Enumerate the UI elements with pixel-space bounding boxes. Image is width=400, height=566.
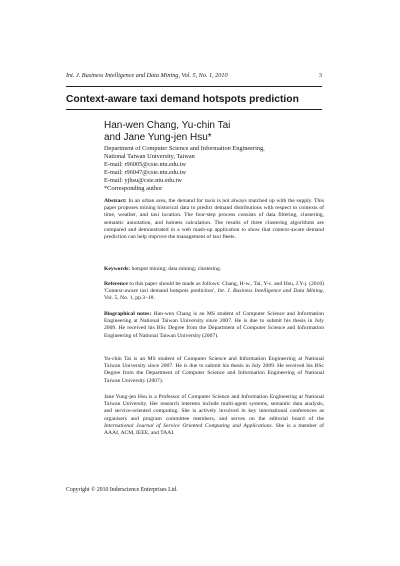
department-line-2: National Taiwan University, Taiwan: [104, 152, 195, 160]
department-line-1: Department of Computer Science and Information Engineering,: [104, 145, 265, 152]
author-line-1: Han-wen Chang, Yu-chin Tai: [104, 120, 231, 131]
biography-yu-chin-tai: Yu-chin Tai is an MS student of Computer Science and Information Engineering at National Taiwan University since 2007. He is due to submit his thesis in July 2009. He received his BSc Degree from the Department of Computer Science and Information Engineering of National Taiwan University (2007).: [104, 356, 324, 384]
journal-header: Int. J. Business Intelligence and Data Mining, Vol. 5, No. 1, 2010: [66, 72, 228, 79]
biography-jane-hsu-text: Jane Yung-jen Hsu is a Professor of Computer Science and Information Engineering at National Taiwan University. Her research interests include multi-agent systems, semantic data analysis, and service-oriented computing. She is actively involved in key international conferences as organisers and program committee members, and serves on the editorial board of the: [104, 394, 324, 422]
biographical-notes: [104, 311, 324, 340]
title-top-rule: [66, 86, 322, 87]
keywords-label: Keywords:: [104, 266, 131, 272]
keywords-text: hotspot mining; data mining; clustering.: [131, 266, 222, 272]
abstract: [104, 198, 324, 241]
author-list: [104, 120, 324, 143]
author-line-2: and Jane Yung-jen Hsu*: [104, 131, 212, 143]
biography-jane-hsu-memberships: . She is a member of AAAI, ACM, IEEE, and TAAI.: [104, 422, 324, 437]
title-bottom-rule: [66, 109, 322, 110]
affiliation-block: [104, 145, 324, 192]
reference-details: , Vol. 5, No. 1, pp.3–18.: [104, 288, 324, 302]
page-number: 3: [318, 72, 322, 79]
abstract-text: In an urban area, the demand for taxis is not always matched up with the supply. This paper proposes mining historical data to predict demand distributions with respect to contexts of time, weather, and taxi location. The four-step process consists of data filtering, clustering, semantic annotation, and hotness calculation. The results of three clustering algorithms are compared and demonstrated in a web mash-up application to show that context-aware demand prediction can help improve the management of taxi fleets.: [104, 198, 324, 241]
reference-label: Reference: [104, 281, 128, 287]
abstract-label: Abstract:: [104, 198, 127, 204]
biography-jane-hsu: [104, 394, 324, 437]
biographical-label: Biographical notes:: [104, 311, 152, 317]
copyright-footer: Copyright © 2010 Inderscience Enterprises Ltd.: [66, 487, 178, 493]
reference-journal: Int. J. Business Intelligence and Data Mining: [217, 288, 323, 295]
keywords: [104, 266, 324, 273]
reference-note: [104, 281, 324, 303]
biography-journal-name: International Journal of Service Oriented Computing and Applications: [104, 422, 272, 429]
email-1: E-mail: r96005@csie.ntu.edu.tw: [104, 160, 187, 168]
reference-text: to this paper should be made as follows: Chang, H-w., Tai, Y-c. and Hsu, J.Y-j. (2010) 'Context-aware taxi demand hotspots prediction',: [104, 281, 324, 295]
corresponding-author-note: *Corresponding author: [104, 184, 163, 192]
email-2: E-mail: r96047@csie.ntu.edu.tw: [104, 168, 187, 176]
email-3: E-mail: yjhsu@csie.ntu.edu.tw: [104, 176, 182, 184]
biography-han-wen-chang: Han-wen Chang is an MS student of Computer Science and Information Engineering at National Taiwan University since 2007. He is due to submit his thesis in July 2009. He received his BSc Degree from the Department of Computer Science and Information Engineering of National Taiwan University (2007).: [104, 311, 324, 339]
paper-title: Context-aware taxi demand hotspots prediction: [66, 94, 299, 105]
